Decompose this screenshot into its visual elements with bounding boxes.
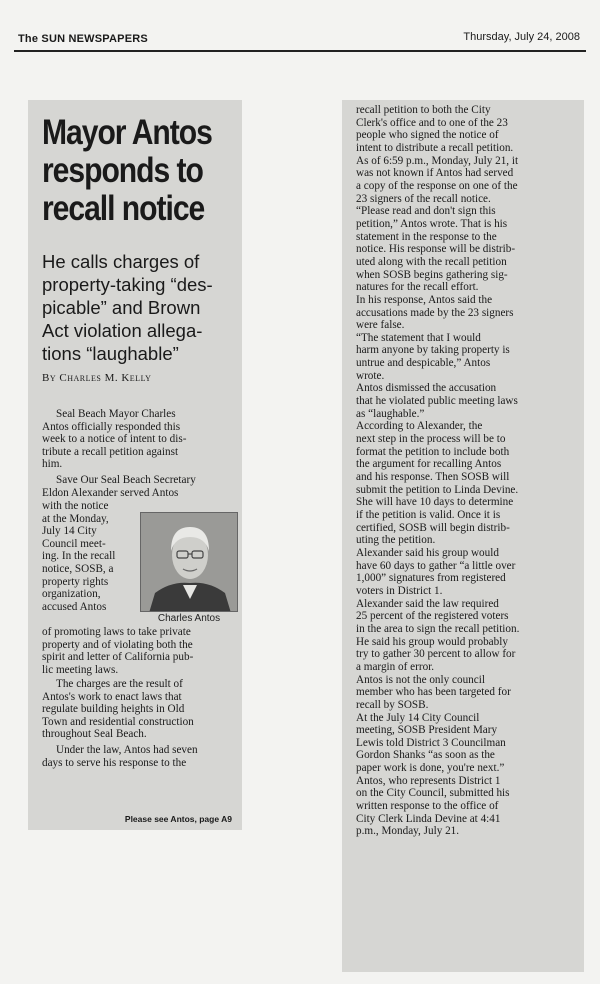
text-line: him.	[42, 458, 63, 471]
text-line: July 14 City	[42, 525, 97, 538]
text-line: Antos's work to enact laws that	[42, 690, 182, 703]
text-line: when SOSB begins gathering sig-	[356, 268, 508, 281]
text-line: Eldon Alexander served Antos	[42, 486, 179, 499]
text-line: next step in the process will be to	[356, 433, 506, 446]
text-line: try to gather 30 percent to allow for	[356, 648, 516, 661]
paragraph-charges	[42, 626, 238, 676]
text-line: Antos dismissed the accusation	[356, 382, 497, 395]
portrait-photo	[140, 512, 238, 612]
text-line: Alexander said his group would	[356, 546, 499, 559]
text-line: Seal Beach Mayor Charles	[56, 408, 176, 420]
text-line: 25 percent of the registered voters	[356, 610, 509, 623]
text-line: petition,” Antos wrote. That is his	[356, 217, 508, 230]
text-line: He said his group would probably	[356, 635, 508, 648]
paragraph-intro	[42, 408, 238, 471]
text-line: ing. In the recall	[42, 550, 116, 563]
text-line: property rights	[42, 575, 109, 588]
text-line: voters in District 1.	[356, 584, 443, 597]
text-line: untrue and despicable,” Antos	[356, 357, 491, 370]
text-line: lic meeting laws.	[42, 663, 119, 676]
portrait-illustration	[141, 513, 238, 612]
text-line: as “laughable.”	[356, 407, 425, 420]
paragraph-served	[42, 474, 238, 499]
text-line: throughout Seal Beach.	[42, 728, 147, 741]
headline-line: responds to	[42, 151, 203, 190]
text-line: regulate building heights in Old	[42, 703, 185, 716]
text-line: and his response. Then SOSB will	[356, 471, 510, 484]
text-line: She will have 10 days to determine	[356, 496, 514, 509]
paragraph-result	[42, 678, 238, 741]
text-line: on the City Council, submitted his	[356, 787, 510, 800]
subhead-line: property-taking “des-	[42, 274, 213, 295]
text-line: Under the law, Antos had seven	[56, 744, 198, 756]
text-line: harm anyone by taking property is	[356, 344, 510, 357]
newspaper-name: The SUN NEWSPAPERS	[18, 33, 148, 45]
text-line: Antos is not the only council	[356, 673, 485, 686]
text-line: Lewis told District 3 Councilman	[356, 736, 506, 749]
text-line: uted along with the recall petition	[356, 255, 507, 268]
text-line: notice. His response will be distrib-	[356, 243, 516, 256]
text-line: Antos officially responded this	[42, 420, 181, 433]
text-line: a margin of error.	[356, 660, 435, 673]
subhead-line: picable” and Brown	[42, 297, 201, 318]
text-line: Town and residential construction	[42, 715, 194, 728]
text-line: uting the petition.	[356, 534, 436, 547]
text-line: Gordon Shanks “as soon as the	[356, 749, 495, 762]
headline	[42, 114, 211, 228]
text-line: meeting, SOSB President Mary	[356, 724, 498, 737]
headline-line: recall notice	[42, 189, 205, 228]
text-line: days to serve his response to the	[42, 756, 187, 769]
text-line: recall by SOSB.	[356, 698, 429, 711]
photo-block	[140, 512, 238, 624]
subheadline	[42, 250, 242, 365]
text-line: people who signed the notice of	[356, 129, 499, 142]
text-line: intent to distribute a recall petition.	[356, 141, 514, 154]
paragraph-law	[42, 744, 238, 769]
text-line: of promoting laws to take private	[42, 626, 191, 638]
text-line: format the petition to include both	[356, 445, 510, 458]
text-line: Antos, who represents District 1	[356, 774, 501, 787]
text-line: accusations made by the 23 signers	[356, 306, 514, 319]
text-line: 23 signers of the recall notice.	[356, 192, 491, 205]
text-line: Clerk's office and to one of the 23	[356, 116, 508, 129]
text-line: In his response, Antos said the	[356, 293, 493, 306]
text-line: City Clerk Linda Devine at 4:41	[356, 812, 501, 825]
text-line: 1,000” signatures from registered	[356, 572, 506, 585]
text-line: Council meet-	[42, 537, 106, 550]
text-line: wrote.	[356, 369, 385, 382]
text-line: in the area to sign the recall petition.	[356, 622, 520, 635]
photo-caption: Charles Antos	[157, 613, 221, 624]
text-line: statement in the response to the	[356, 230, 497, 243]
masthead	[14, 28, 586, 52]
text-line: spirit and letter of California pub-	[42, 651, 194, 664]
text-line: have 60 days to gather “a little over	[356, 559, 516, 572]
text-line: at the Monday,	[42, 512, 109, 525]
publication-date: Thursday, July 24, 2008	[463, 31, 580, 43]
text-line: The charges are the result of	[56, 678, 183, 690]
text-line: submit the petition to Linda Devine.	[356, 483, 519, 496]
text-line: As of 6:59 p.m., Monday, July 21, it	[356, 154, 519, 167]
text-line: a copy of the response on one of the	[356, 179, 518, 192]
text-line: week to a notice of intent to dis-	[42, 433, 187, 446]
text-line: paper work is done, you're next.”	[356, 762, 505, 775]
text-line: property and of violating both the	[42, 638, 193, 651]
text-line: At the July 14 City Council	[356, 711, 480, 724]
text-line: accused Antos	[42, 600, 107, 613]
text-line: that he violated public meeting laws	[356, 395, 518, 408]
text-line: natures for the recall effort.	[356, 281, 479, 294]
text-line: “The statement that I would	[356, 331, 481, 344]
text-line: “Please read and don't sign this	[356, 205, 496, 218]
byline: By Charles M. Kelly	[42, 372, 152, 384]
text-line: tribute a recall petition against	[42, 445, 179, 458]
text-line: p.m., Monday, July 21.	[356, 825, 460, 838]
text-line: were false.	[356, 319, 405, 332]
text-line: the argument for recalling Antos	[356, 458, 502, 471]
continued-text	[356, 104, 580, 838]
text-line: Alexander said the law required	[356, 597, 499, 610]
text-line: if the petition is valid. Once it is	[356, 509, 501, 521]
text-line: with the notice	[42, 500, 109, 512]
subhead-line: Act violation allega-	[42, 320, 203, 341]
headline-line: Mayor Antos	[42, 113, 212, 152]
text-line: organization,	[42, 588, 101, 601]
text-line: certified, SOSB will begin distrib-	[356, 521, 510, 534]
article-left-column	[28, 100, 242, 830]
article-right-column	[342, 100, 584, 972]
text-line: According to Alexander, the	[356, 420, 483, 433]
text-line: Save Our Seal Beach Secretary	[56, 474, 196, 486]
continuation-note: Please see Antos, page A9	[124, 814, 232, 824]
paragraph-wrap-around-photo	[42, 500, 138, 613]
subhead-line: He calls charges of	[42, 251, 200, 272]
subhead-line: tions “laughable”	[42, 343, 179, 364]
text-line: notice, SOSB, a	[42, 562, 114, 575]
text-line: written response to the office of	[356, 800, 499, 813]
text-line: recall petition to both the City	[356, 104, 491, 116]
text-line: member who has been targeted for	[356, 686, 511, 699]
text-line: was not known if Antos had served	[356, 167, 514, 180]
